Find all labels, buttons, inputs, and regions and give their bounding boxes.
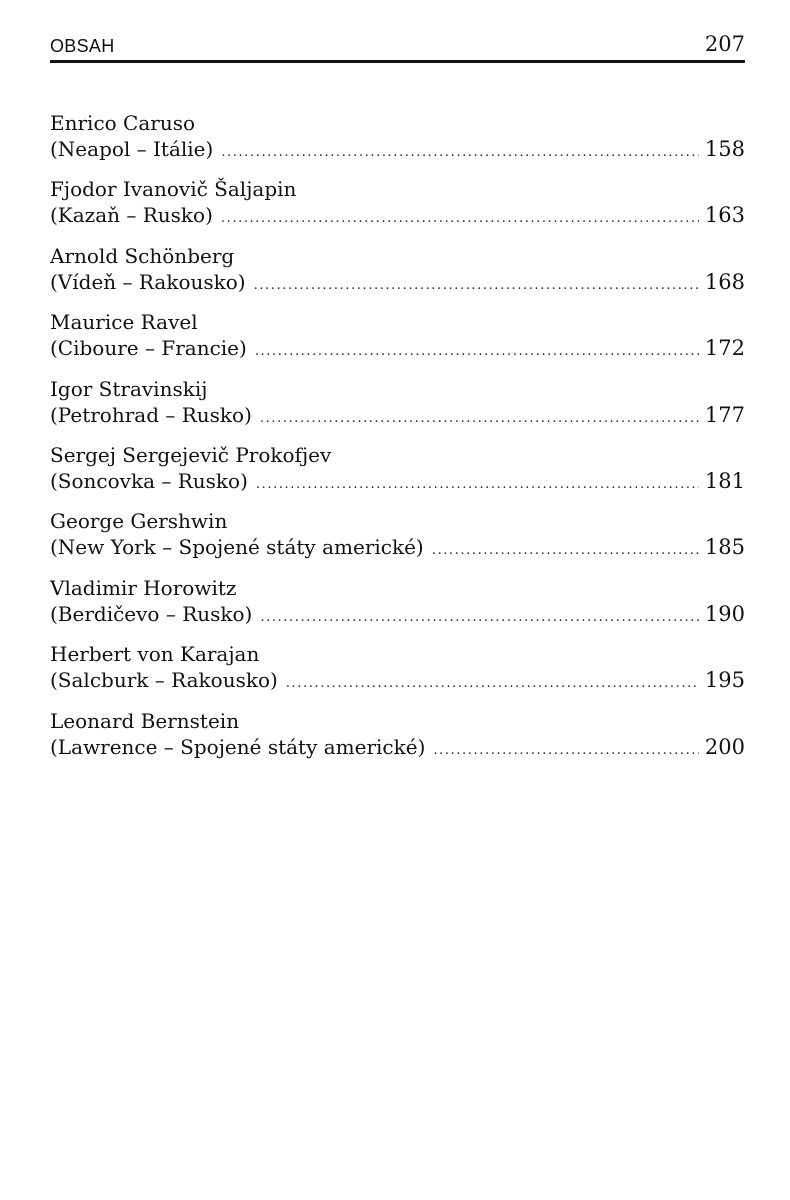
toc-entry (50, 176, 745, 242)
toc-entry-line (50, 534, 745, 560)
table-of-contents (50, 110, 745, 774)
toc-entry-line (50, 601, 745, 627)
toc-entry-line (50, 202, 745, 228)
toc-entry-page: 172 (704, 336, 745, 361)
dot-leader (432, 538, 699, 564)
toc-entry (50, 508, 745, 574)
toc-entry-place: (Kazaň – Rusko) (50, 203, 213, 228)
section-title: OBSAH (50, 36, 115, 56)
toc-entry (50, 376, 745, 442)
toc-entry (50, 442, 745, 508)
toc-entry-name: Herbert von Karajan (50, 642, 260, 667)
toc-entry-line (50, 335, 745, 361)
toc-entry-place: (Vídeň – Rakousko) (50, 269, 246, 294)
toc-entry-place: (Neapol – Itálie) (50, 137, 214, 161)
toc-entry-page: 200 (704, 734, 745, 759)
toc-entry-line (50, 269, 745, 295)
toc-entry-line (50, 734, 745, 760)
toc-entry-line (50, 402, 745, 428)
dot-leader (260, 605, 699, 631)
toc-entry-page: 158 (704, 137, 745, 161)
toc-entry-place: (Salcburk – Rakousko) (50, 668, 278, 693)
toc-entry-name: Enrico Caruso (50, 111, 196, 135)
toc-entry-page: 190 (704, 601, 745, 626)
toc-entry-place: (Ciboure – Francie) (50, 336, 247, 361)
toc-entry-line (50, 667, 745, 693)
page-number: 207 (704, 32, 745, 56)
toc-entry (50, 708, 745, 774)
toc-entry (50, 641, 745, 707)
toc-entry-page: 163 (704, 203, 745, 228)
dot-leader (260, 406, 699, 432)
toc-entry-page: 185 (704, 535, 745, 560)
dot-leader (433, 738, 699, 764)
page-header (50, 30, 745, 64)
toc-entry (50, 309, 745, 375)
toc-entry-name: Vladimir Horowitz (50, 575, 237, 600)
toc-entry-page: 168 (704, 269, 745, 294)
toc-entry-name: Igor Stravinskij (50, 376, 208, 401)
toc-entry-page: 195 (704, 668, 745, 693)
toc-entry-page: 177 (704, 402, 745, 427)
toc-entry-place: (New York – Spojené státy americké) (50, 535, 424, 560)
toc-entry-page: 181 (704, 468, 745, 493)
toc-entry-place: (Berdičevo – Rusko) (50, 601, 253, 626)
toc-entry-name: Sergej Sergejevič Prokofjev (50, 442, 332, 467)
toc-entry-line (50, 136, 745, 162)
toc-entry-line (50, 468, 745, 494)
toc-entry-place: (Soncovka – Rusko) (50, 468, 248, 493)
toc-entry-place: (Petrohrad – Rusko) (50, 402, 252, 427)
toc-entry (50, 243, 745, 309)
dot-leader (254, 273, 699, 299)
header-rule (50, 60, 745, 63)
toc-entry-name: Arnold Schönberg (50, 243, 235, 268)
dot-leader (221, 206, 699, 232)
dot-leader (256, 472, 699, 498)
toc-entry-name: Fjodor Ivanovič Šaljapin (50, 177, 297, 202)
toc-entry (50, 575, 745, 641)
toc-entry-name: Leonard Bernstein (50, 708, 240, 733)
dot-leader (286, 671, 699, 697)
toc-entry-name: George Gershwin (50, 509, 228, 534)
dot-leader (221, 140, 699, 166)
toc-entry-place: (Lawrence – Spojené státy americké) (50, 734, 426, 759)
toc-entry (50, 110, 745, 176)
dot-leader (255, 339, 699, 365)
toc-entry-name: Maurice Ravel (50, 310, 198, 335)
